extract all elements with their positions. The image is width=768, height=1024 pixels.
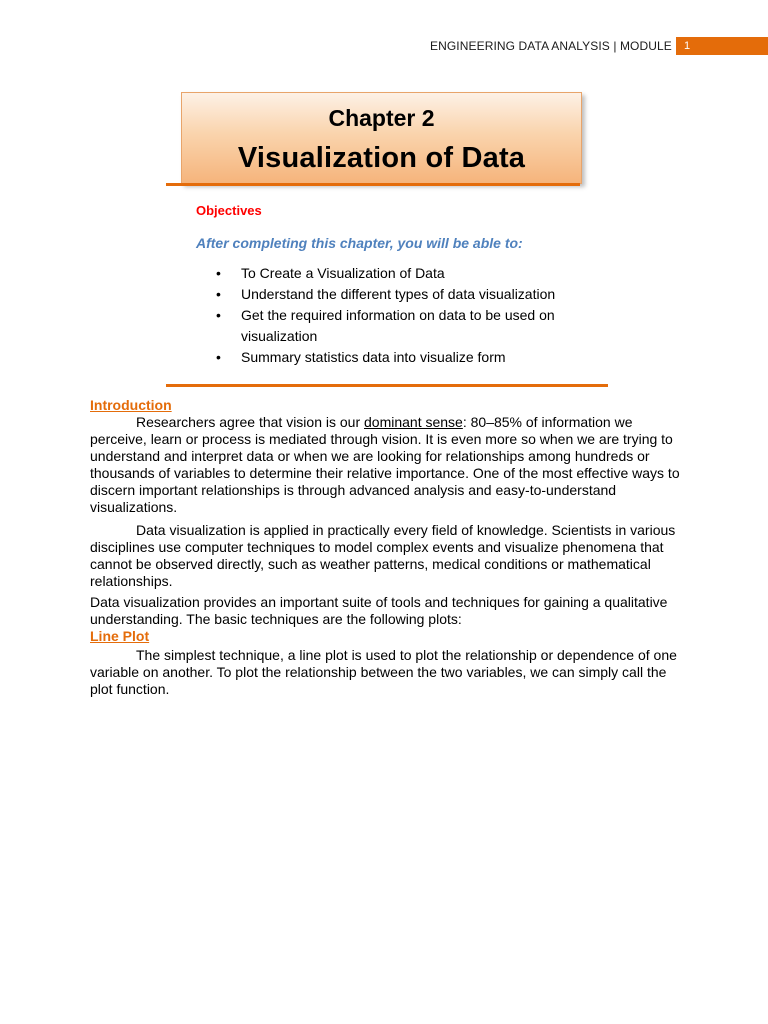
bullet-icon: • — [216, 307, 221, 323]
introduction-paragraph-3: Data visualization provides an important suite of tools and techniques for gaining a qualitative understanding. The basic techniques are the following plots: — [90, 594, 668, 627]
introduction-heading: Introduction — [90, 397, 172, 413]
dominant-sense-link[interactable]: dominant sense — [364, 414, 463, 430]
divider-bottom — [166, 384, 608, 387]
chapter-label: Chapter 2 — [328, 105, 435, 131]
line-plot-heading: Line Plot — [90, 628, 150, 644]
objectives-heading: Objectives — [196, 203, 262, 218]
list-item: • To Create a Visualization of Data — [216, 263, 596, 284]
divider-top — [166, 183, 580, 186]
bullet-icon: • — [216, 349, 221, 365]
objectives-list — [216, 263, 596, 368]
list-item: • Understand the different types of data visualization — [216, 284, 596, 305]
running-header: ENGINEERING DATA ANALYSIS | MODULE — [430, 39, 672, 53]
page-number-badge: 1 — [676, 37, 768, 55]
chapter-title: Visualization of Data — [237, 142, 526, 174]
bullet-icon: • — [216, 265, 221, 281]
bullet-icon: • — [216, 286, 221, 302]
introduction-paragraph-1: Researchers agree that vision is our dominant sense: 80–85% of information we perceive, learn or process is mediated through vision. It is even more so when we are trying to understand and interpret data or when we are looking for relationships among hundreds or thousands of variables to determine their relative importance. One of the most effective ways to discern important relationships is through advanced analysis and easy-to-understand visualizations. — [90, 414, 680, 515]
chapter-title-box — [181, 92, 582, 184]
introduction-paragraph-2: Data visualization is applied in practically every field of knowledge. Scientists in various disciplines use computer techniques to model complex events and visualize phenomena that cannot be observed directly, such as weather patterns, medical conditions or mathematical relationships. — [90, 522, 676, 589]
list-item: • Summary statistics data into visualize form — [216, 347, 596, 368]
list-item: • Get the required information on data to be used on visualization — [216, 307, 555, 344]
line-plot-paragraph: The simplest technique, a line plot is used to plot the relationship or dependence of one variable on another. To plot the relationship between the two variables, we can simply call the plot function. — [90, 647, 677, 697]
objectives-intro: After completing this chapter, you will be able to: — [196, 235, 523, 251]
